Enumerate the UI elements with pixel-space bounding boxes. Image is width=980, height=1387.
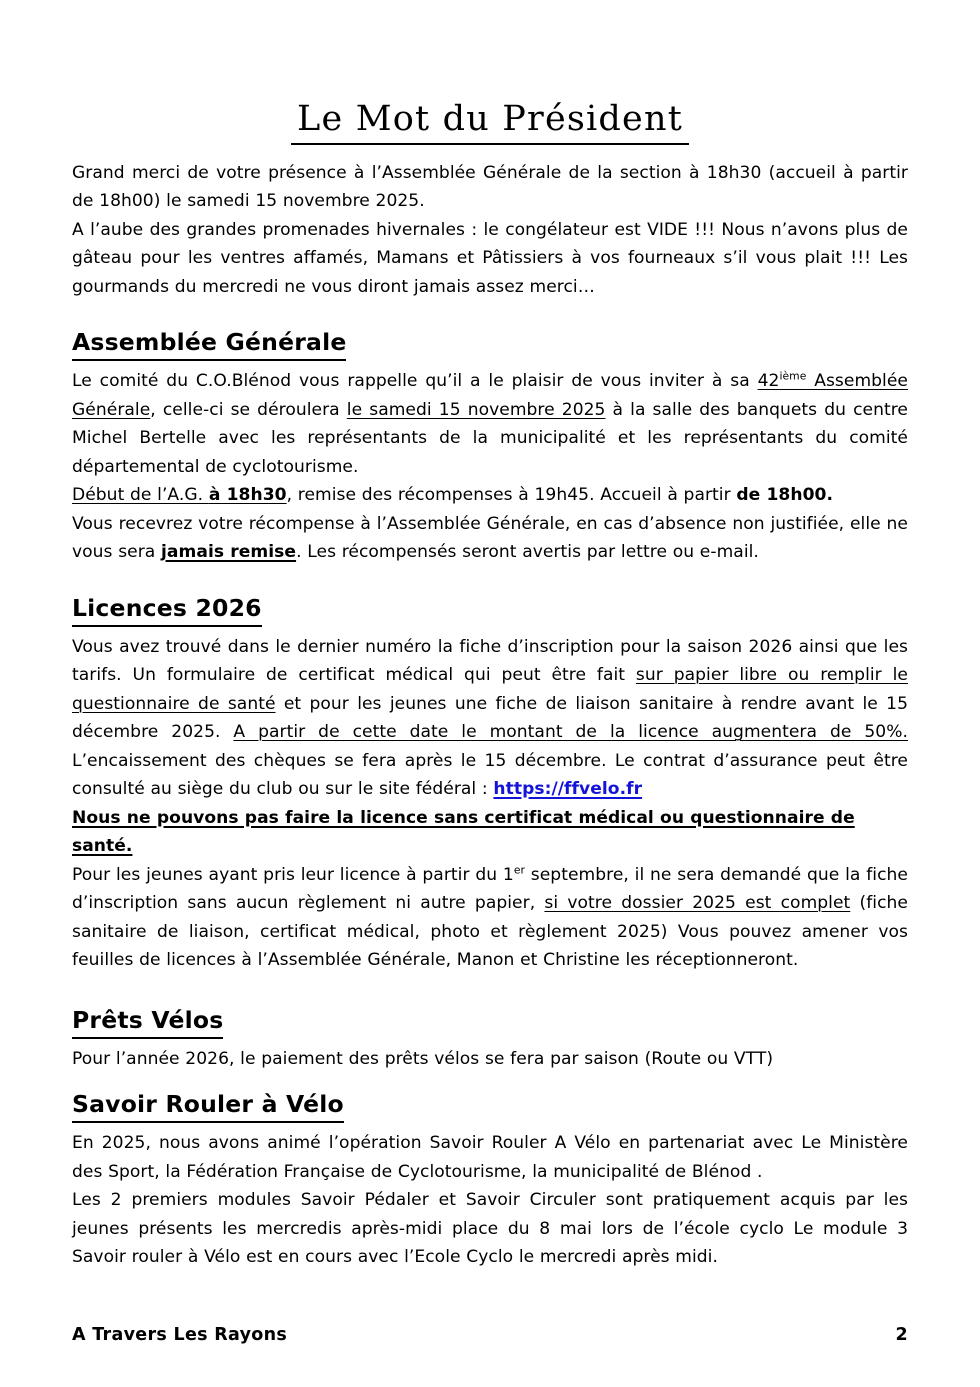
footer-publication-name: A Travers Les Rayons [72, 1325, 288, 1345]
footer-page-number: 2 [895, 1325, 908, 1345]
section-heading-prets-velos-text: Prêts Vélos [72, 1005, 223, 1039]
intro-paragraph-1 [72, 159, 908, 216]
licences-dossier-underlined: si votre dossier 2025 est complet [544, 893, 851, 913]
page-footer [72, 1325, 908, 1345]
prets-velos-paragraph [72, 1045, 908, 1074]
assemblee-debut-label: Début de l’A.G. [72, 485, 209, 505]
ffvelo-link[interactable]: https://ffvelo.fr [493, 779, 643, 799]
intro-paragraph-1-text: Grand merci de votre présence à l’Assemblée Générale de la section à 18h30 (accueil à partir de 18h00) le samedi 15 novembre 2025. [72, 162, 908, 211]
licences-text-c: L’encaissement des chèques se fera après le 15 décembre. Le contrat d’assurance peut être consulté au siège du club ou sur le site fédéral : [72, 750, 908, 799]
assemblee-paragraph-2 [72, 481, 908, 510]
intro-paragraph-2-text: A l’aube des grandes promenades hivernales : le congélateur est VIDE !!! Nous n’avons plus de gâteau pour les ventres affamés, Mamans et Pâtissiers à vos fourneaux s’il vous plait !!! Les gourmands du mercredi ne vous diront jamais assez merci… [72, 219, 908, 297]
assemblee-paragraph-3 [72, 510, 908, 567]
licences-jeunes-text-c: (fiche sanitaire de liaison, certificat médical, photo et règlement 2025) Vous pouvez amener vos feuilles de licences à l’Assemblée Générale, Manon et Christine les réceptionneront. [72, 893, 908, 970]
licences-warning-line [72, 804, 908, 861]
assemblee-text-a: Le comité du C.O.Blénod vous rappelle qu’il a le plaisir de vous inviter à sa [72, 371, 758, 391]
intro-paragraph-2 [72, 216, 908, 302]
spacer [72, 1073, 908, 1089]
assemblee-recompenses-text: , remise des récompenses à 19h45. Accueil à partir [286, 485, 737, 505]
licences-ordinal-suffix: er [513, 862, 525, 876]
section-heading-savoir-rouler-a-velo [72, 1089, 908, 1123]
assemblee-ag-underlined: Assemblée Générale [72, 371, 908, 420]
licences-text-b: et pour les jeunes une fiche de liaison sanitaire à rendre avant le 15 décembre 2025. [72, 693, 908, 742]
assemblee-debut-time: à 18h30 [208, 485, 287, 505]
spacer [72, 301, 908, 327]
licences-jeunes-text-b: septembre, il ne sera demandé que la fiche d’inscription sans aucun règlement ni autre papier, [72, 864, 909, 913]
prets-velos-text: Pour l’année 2026, le paiement des prêts vélos se fera par saison (Route ou VTT) [72, 1048, 774, 1069]
assemblee-recompense-text-b: . Les récompensés seront avertis par lettre ou e-mail. [296, 542, 759, 562]
section-heading-assemblee-generale-text: Assemblée Générale [72, 327, 346, 361]
licences-warning-text: Nous ne pouvons pas faire la licence sans certificat médical ou questionnaire de santé. [72, 807, 855, 856]
assemblee-text-b: , celle-ci se déroulera [150, 399, 347, 420]
document-body [72, 100, 908, 1272]
assemblee-ordinal-number: 42 [757, 371, 780, 391]
section-heading-assemblee-generale [72, 327, 908, 361]
savoir-rouler-paragraph-1 [72, 1129, 908, 1186]
licences-text-a: Vous avez trouvé dans le dernier numéro la fiche d’inscription pour la saison 2026 ainsi que les tarifs. Un formulaire de certificat médical qui peut être fait [72, 636, 908, 685]
assemblee-debut-underline [72, 485, 287, 505]
savoir-rouler-paragraph-2 [72, 1186, 908, 1272]
page-title-text: Le Mot du Président [291, 100, 689, 145]
licences-paragraph-3 [72, 861, 908, 975]
assemblee-paragraph-1 [72, 367, 908, 481]
section-heading-savoir-rouler-a-velo-text: Savoir Rouler à Vélo [72, 1089, 344, 1123]
assemblee-ordinal-suffix: ième [779, 369, 807, 383]
licences-jeunes-text-a: Pour les jeunes ayant pris leur licence à partir du 1 [72, 864, 514, 885]
spacer [72, 975, 908, 1005]
savoir-rouler-text-2: Les 2 premiers modules Savoir Pédaler et Savoir Circuler sont pratiquement acquis par les jeunes présents les mercredis après-midi place du 8 mai lors de l’école cyclo Le module 3 Savoir rouler à Vélo est en cours avec l’Ecole Cyclo le mercredi après midi. [72, 1190, 908, 1267]
spacer [72, 567, 908, 593]
page-title [72, 100, 908, 145]
licences-papier-libre-underlined: sur papier libre ou remplir le questionnaire de santé [72, 665, 908, 714]
savoir-rouler-text-1: En 2025, nous avons animé l’opération Savoir Rouler A Vélo en partenariat avec Le Ministère des Sport, la Fédération Française de Cyclotourisme, la municipalité de Blénod . [72, 1133, 908, 1182]
section-heading-licences-2026 [72, 593, 908, 627]
assemblee-recompense-text-a: Vous recevrez votre récompense à l’Assemblée Générale, en cas d’absence non justifiée, elle ne vous sera [72, 513, 908, 562]
assemblee-accueil-time: de 18h00. [736, 485, 834, 505]
section-heading-prets-velos [72, 1005, 908, 1039]
licences-majoration-underlined: A partir de cette date le montant de la licence augmentera de 50%. [233, 722, 909, 742]
assemblee-text-c: à la salle des banquets du centre Michel Bertelle avec les représentants de la municipalité et les représentants du comité départemental de cyclotourisme. [72, 399, 908, 477]
section-heading-licences-2026-text: Licences 2026 [72, 593, 262, 627]
assemblee-date-underlined: le samedi 15 novembre 2025 [346, 399, 606, 420]
assemblee-jamais-remise: jamais remise [161, 542, 297, 562]
licences-paragraph-1 [72, 633, 908, 804]
